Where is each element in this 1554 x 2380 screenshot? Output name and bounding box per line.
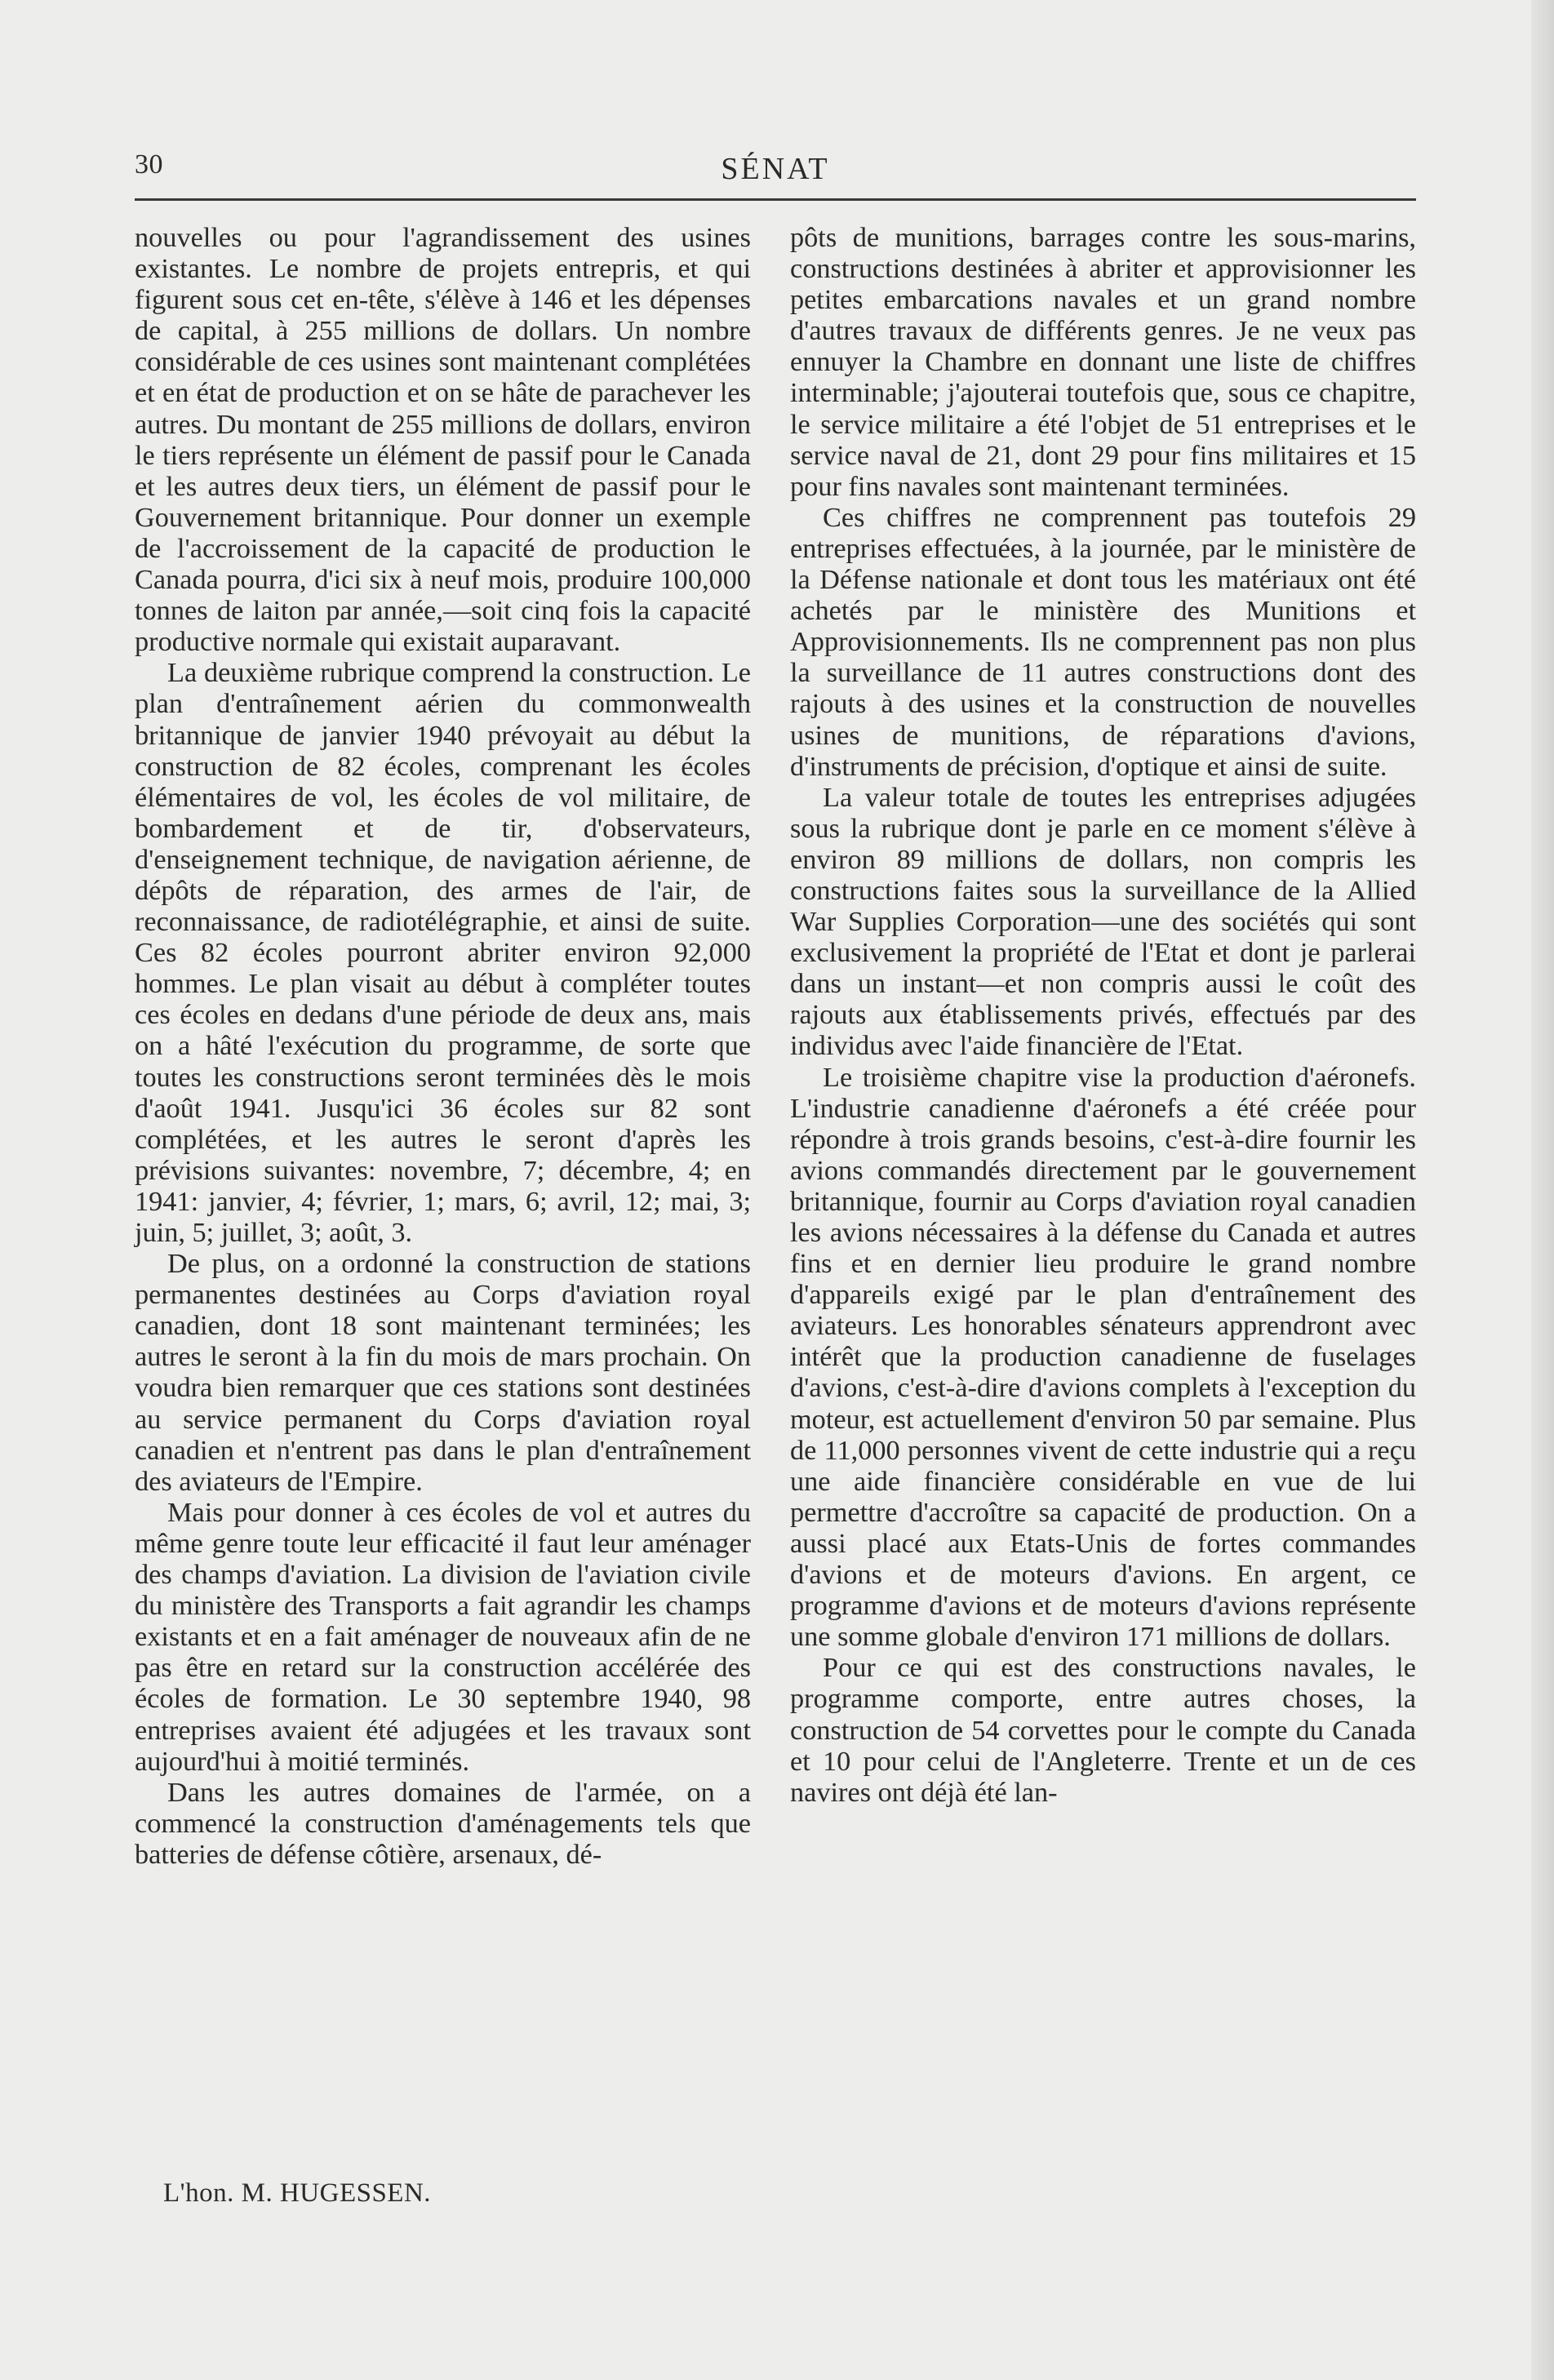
paragraph: nouvelles ou pour l'agrandissement des usines existantes. Le nombre de projets entrepris, et qui figurent sous cet en-tête, s'élève à 146 et les dépenses de capital, à 255 millions de dollars. Un nombre considérable de ces usines sont maintenant complétées et en état de production et on se hâte de parachever les autres. Du montant de 255 millions de dollars, environ le tiers représente un élément de passif pour le Canada et les autres deux tiers, un élément de passif pour le Gouvernement britannique. Pour donner un exemple de l'accroissement de la capacité de production le Canada pourra, d'ici six à neuf mois, produire 100,000 tonnes de laiton par année,—soit cinq fois la capacité productive normale qui existait auparavant.: [135, 222, 751, 658]
speaker-signature: L'hon. M. HUGESSEN.: [163, 2178, 432, 2208]
right-column: [790, 222, 1416, 1808]
paragraph: Ces chiffres ne comprennent pas toutefois 29 entreprises effectuées, à la journée, par le ministère de la Défense nationale et dont tous les matériaux ont été achetés par le ministère des Munitions et Approvisionnements. Ils ne comprennent pas non plus la surveillance de 11 autres constructions dont des rajouts à des usines et la construction de nouvelles usines de munitions, de réparations d'avions, d'instruments de précision, d'optique et ainsi de suite.: [790, 501, 1416, 782]
paragraph: Pour ce qui est des constructions navales, le programme comporte, entre autres choses, la construction de 54 corvettes pour le compte du Canada et 10 pour celui de l'Angleterre. Trente et un de ces navires ont déjà été lan-: [790, 1652, 1416, 1808]
paragraph: pôts de munitions, barrages contre les sous-marins, constructions destinées à abriter et approvisionner les petites embarcations navales et un grand nombre d'autres travaux de différents genres. Je ne veux pas ennuyer la Chambre en donnant une liste de chiffres interminable; j'ajouterai toutefois que, sous ce chapitre, le service militaire a été l'objet de 51 entreprises et le service naval de 21, dont 29 pour fins militaires et 15 pour fins navales sont maintenant terminées.: [790, 222, 1416, 502]
header-rule: [135, 198, 1416, 201]
paragraph: La deuxième rubrique comprend la construction. Le plan d'entraînement aérien du commonwealth britannique de janvier 1940 prévoyait au début la construction de 82 écoles, comprenant les écoles élémentaires de vol, les écoles de vol militaire, de bombardement et de tir, d'observateurs, d'enseignement technique, de navigation aérienne, de dépôts de réparation, des armes de l'air, de reconnaissance, de radiotélégraphie, et ainsi de suite. Ces 82 écoles pourront abriter environ 92,000 hommes. Le plan visait au début à compléter toutes ces écoles en dedans d'une période de deux ans, mais on a hâté l'exécution du programme, de sorte que toutes les constructions seront terminées dès le mois d'août 1941. Jusqu'ici 36 écoles sur 82 sont complétées, et les autres le seront d'après les prévisions suivantes: novembre, 7; décembre, 4; en 1941: janvier, 4; février, 1; mars, 6; avril, 12; mai, 3; juin, 5; juillet, 3; août, 3.: [135, 657, 751, 1248]
page-header: [135, 143, 1416, 192]
paragraph: Mais pour donner à ces écoles de vol et autres du même genre toute leur efficacité il faut leur aménager des champs d'aviation. La division de l'aviation civile du ministère des Transports a fait agrandir les champs existants et en a fait aménager de nouveaux afin de ne pas être en retard sur la construction accélérée des écoles de formation. Le 30 septembre 1940, 98 entreprises avaient été adjugées et les travaux sont aujourd'hui à moitié terminés.: [135, 1496, 751, 1777]
paragraph: Dans les autres domaines de l'armée, on a commencé la construction d'aménagements tels que batteries de défense côtière, arsenaux, dé-: [135, 1776, 751, 1870]
paragraph: De plus, on a ordonné la construction de stations permanentes destinées au Corps d'aviation royal canadien, dont 18 sont maintenant terminées; les autres le seront à la fin du mois de mars prochain. On voudra bien remarquer que ces stations sont destinées au service permanent du Corps d'aviation royal canadien et n'entrent pas dans le plan d'entraînement des aviateurs de l'Empire.: [135, 1248, 751, 1497]
page-title: SÉNAT: [721, 152, 830, 186]
scan-edge: [1531, 0, 1554, 2380]
paragraph: La valeur totale de toutes les entreprises adjugées sous la rubrique dont je parle en ce moment s'élève à environ 89 millions de dollars, non compris les constructions faites sous la surveillance de la Allied War Supplies Corporation—une des sociétés qui sont exclusivement la propriété de l'Etat et dont je parlerai dans un instant—et non compris aussi le coût des rajouts aux établissements privés, effectués par des individus avec l'aide financière de l'Etat.: [790, 781, 1416, 1062]
paragraph: Le troisième chapitre vise la production d'aéronefs. L'industrie canadienne d'aéronefs a été créée pour répondre à trois grands besoins, c'est-à-dire fournir les avions commandés directement par le gouvernement britannique, fournir au Corps d'aviation royal canadien les avions nécessaires à la défense du Canada et autres fins et en dernier lieu produire le grand nombre d'appareils exigé par le plan d'entraînement des aviateurs. Les honorables sénateurs apprendront avec intérêt que la production canadienne de fuselages d'avions, c'est-à-dire d'avions complets à l'exception du moteur, est actuellement d'environ 50 par semaine. Plus de 11,000 personnes vivent de cette industrie qui a reçu une aide financière considérable en vue de lui permettre d'accroître sa capacité de production. On a aussi placé aux Etats-Unis de fortes commandes d'avions et de moteurs d'avions. En argent, ce programme d'avions et de moteurs d'avions représente une somme globale d'environ 171 millions de dollars.: [790, 1061, 1416, 1653]
left-column: [135, 222, 751, 1870]
page-number: 30: [135, 149, 163, 180]
